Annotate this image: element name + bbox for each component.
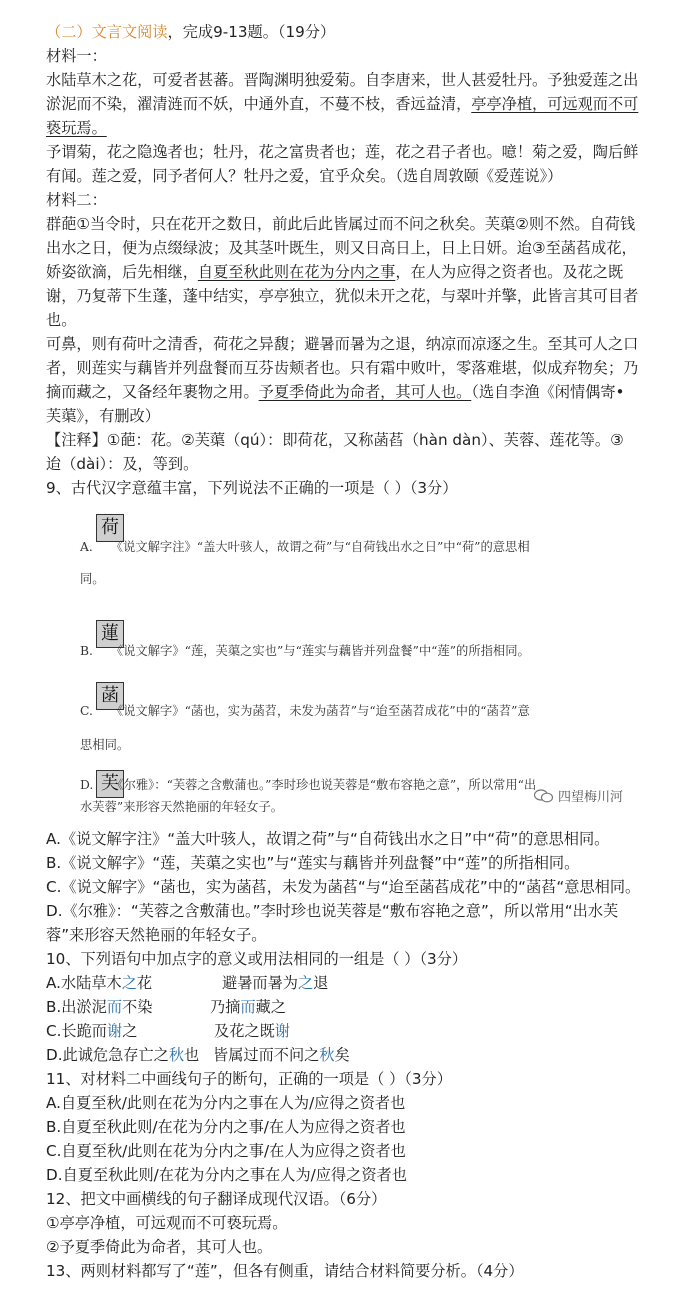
- dotted-character: 而: [240, 998, 256, 1016]
- text-run: 藏之: [255, 998, 286, 1016]
- material-2-line: 谢，乃复蒂下生蓬，蓬中结实，亭亭独立，犹似未开之花，与翠叶并擎，此皆言其可目者: [46, 287, 639, 305]
- question-9-stem: 9、古代汉字意蕴丰富，下列说法不正确的一项是（ ）（3分）: [46, 479, 458, 497]
- text-run: 娇姿欲滴，后先相继，: [46, 263, 198, 281]
- dotted-character: 谢: [274, 1022, 290, 1040]
- dotted-character: 谢: [107, 1022, 123, 1040]
- option-text: 《说文解字》“菡也，实为菡苕，未发为菡苕”与“迨至菡苕成花”中的“菡苕”意: [110, 704, 530, 718]
- watermark: [534, 789, 623, 807]
- wechat-icon: [534, 789, 554, 803]
- question-10-stem: 10、下列语句中加点字的意义或用法相同的一组是（ ）（3分）: [46, 950, 468, 968]
- question-11-option-b: B.自夏至秋此则/在花为分内之事/在人为应得之资者也: [46, 1118, 406, 1136]
- text-run: 皆属过而不问之: [213, 1046, 320, 1064]
- material-1-line: [46, 116, 107, 140]
- text-run: 矣: [334, 1046, 350, 1064]
- material-2-line: [46, 260, 623, 284]
- question-12-stem: 12、把文中画横线的句子翻译成现代汉语。（6分）: [46, 1190, 387, 1208]
- question-11-option-c: C.自夏至秋/此则在花为分内之事/在人为应得之资者也: [46, 1142, 406, 1160]
- text-run: 退: [313, 974, 329, 992]
- dotted-character: 之: [121, 974, 137, 992]
- text-run: B.出淤泥: [46, 998, 107, 1016]
- option-text: 《说文解字注》“盖大叶骇人，故谓之荷”与“自荷钱出水之日”中“荷”的意思相: [110, 540, 530, 554]
- dotted-character: 秋: [319, 1046, 335, 1064]
- question-11-stem: 11、对材料二中画线句子的断句，正确的一项是（ ）（3分）: [46, 1070, 452, 1088]
- material-2-line: 芙蕖》，有删改）: [46, 407, 160, 425]
- seal-glyph-text: 菡: [101, 685, 119, 706]
- image-option-c: [80, 700, 530, 722]
- question-10-option-b: [46, 995, 286, 1019]
- question-10-option-a: [46, 971, 329, 995]
- underlined-sentence: 亵玩焉。: [46, 119, 107, 137]
- question-12-sentence-1: ①亭亭净植，可远观而不可亵玩焉。: [46, 1214, 288, 1232]
- text-run: 避暑而暑为: [222, 974, 298, 992]
- option-letter: D.: [80, 778, 94, 792]
- section-heading: [46, 20, 335, 44]
- underlined-sentence: 予夏季倚此为命者，其可人也。: [258, 383, 472, 401]
- text-run: 乃摘: [210, 998, 241, 1016]
- question-9-option-b: B.《说文解字》“莲，芙蕖之实也”与“莲实与藕皆并列盘餐”中“莲”的所指相同。: [46, 854, 580, 872]
- question-9-option-d: D.《尔雅》：“芙蓉之含敷蒲也。”李时珍也说芙蓉是“敷布容艳之意”，所以常用“出水芙: [46, 902, 619, 920]
- question-10-option-d: [46, 1043, 350, 1067]
- option-letter: A.: [80, 540, 93, 554]
- option-right-part: [222, 971, 328, 995]
- underlined-sentence: 自夏至秋此则在花为分内之事: [197, 263, 396, 281]
- image-option-b: [80, 640, 530, 662]
- text-run: C.长跪而: [46, 1022, 107, 1040]
- question-12-sentence-2: ②予夏季倚此为命者，其可人也。: [46, 1238, 273, 1256]
- material-1-line: 予谓菊，花之隐逸者也；牡丹，花之富贵者也；莲，花之君子者也。噫！菊之爱，陶后鲜: [46, 143, 639, 161]
- material-1-line: [46, 92, 638, 116]
- question-9-option-a: A.《说文解字注》“盖大叶骇人，故谓之荷”与“自荷钱出水之日”中“荷”的意思相同。: [46, 830, 610, 848]
- text-run: D.此诚危急存亡之: [46, 1046, 169, 1064]
- seal-glyph-text: 蓮: [101, 623, 119, 644]
- material-2-line: [46, 380, 624, 404]
- image-option-d: [80, 774, 536, 796]
- option-letter: C.: [80, 704, 93, 718]
- dotted-character: 秋: [168, 1046, 185, 1064]
- option-right-part: [214, 1019, 290, 1043]
- section-instruction: ，完成9-13题。（19分）: [167, 23, 336, 41]
- text-run: 花: [136, 974, 153, 992]
- dotted-character: 之: [297, 974, 314, 992]
- underlined-sentence: 亭亭净植，可远观而不可: [471, 95, 639, 113]
- dotted-character: 而: [106, 998, 122, 1016]
- option-right-part: [213, 1043, 350, 1067]
- material-1-label: 材料一：: [46, 47, 107, 65]
- watermark-text: 四望梅川河: [558, 790, 624, 805]
- text-run: （选自李渔《闲情偶寄•: [471, 383, 625, 401]
- text-run: ，在人为应得之资者也。及花之既: [395, 263, 624, 281]
- notes-line: 【注释】①葩：花。②芙蕖（qú）：即荷花，又称菡萏（hàn dàn）、芙蓉、莲花等。③: [46, 431, 624, 449]
- question-9-option-d-cont: 蓉”来形容天然艳丽的年轻女子。: [46, 926, 267, 944]
- text-run: 不染: [122, 998, 153, 1016]
- image-option-c-cont: 思相同。: [80, 738, 130, 752]
- text-run: 也: [184, 1046, 200, 1064]
- material-2-line: 者，则莲实与藕皆并列盘餐而互芬齿颊者也。只有霜中败叶，零落难堪，似成弃物矣；乃: [46, 359, 639, 377]
- text-run: 之: [122, 1022, 138, 1040]
- text-run: A.水陆草木: [46, 974, 122, 992]
- material-2-line: 出水之日，便为点缀绿波；及其茎叶既生，则又日高日上，日上日妍。迨③至菡萏成花，: [46, 239, 637, 257]
- option-text: 《尔雅》：“芙蓉之含敷蒲也。”李时珍也说芙蓉是“敷布容艳之意”，所以常用“出: [111, 778, 537, 792]
- option-text: 《说文解字》“莲，芙蕖之实也”与“莲实与藕皆并列盘餐”中“莲”的所指相同。: [110, 644, 530, 658]
- question-11-option-a: A.自夏至秋/此则在花为分内之事在人为/应得之资者也: [46, 1094, 406, 1112]
- material-2-line: 可鼻，则有荷叶之清香，荷花之异馥；避暑而暑为之退，纳凉而凉逐之生。至其可人之口: [46, 335, 639, 353]
- notes-line: 迨（dài）：及，等到。: [46, 455, 199, 473]
- text-run: 淤泥而不染，濯清涟而不妖，中通外直，不蔓不枝，香远益清，: [46, 95, 472, 113]
- question-11-option-d: D.自夏至秋此则/在花为分内之事在人为/应得之资者也: [46, 1166, 407, 1184]
- question-10-option-c: [46, 1019, 290, 1043]
- option-letter: B.: [80, 644, 93, 658]
- material-1-line: 水陆草木之花，可爱者甚蕃。晋陶渊明独爱菊。自李唐来，世人甚爱牡丹。予独爱莲之出: [46, 71, 639, 89]
- option-right-part: [210, 995, 286, 1019]
- image-option-a: [80, 536, 530, 558]
- image-option-a-cont: 同。: [80, 572, 105, 586]
- section-title: （二）文言文阅读: [46, 23, 168, 41]
- question-9-option-c: C.《说文解字》“菡也，实为菡萏，未发为菡萏“与“迨至菡萏成花”中的“菡萏“意思相同。: [46, 878, 641, 896]
- material-1-line: 有闻。莲之爱，同予者何人？牡丹之爱，宜乎众矣。（选自周敦颐《爱莲说》）: [46, 167, 563, 185]
- image-option-d-cont: 水芙蓉”来形容天然艳丽的年轻女子。: [80, 800, 284, 814]
- question-13-stem: 13、两则材料都写了“莲”，但各有侧重，请结合材料简要分析。（4分）: [46, 1262, 524, 1280]
- text-run: 及花之既: [214, 1022, 275, 1040]
- material-2-line: 也。: [46, 311, 77, 329]
- seal-glyph-text: 芙: [101, 773, 119, 794]
- seal-glyph-text: 荷: [101, 517, 119, 538]
- text-run: 摘而藏之，又备经年裹物之用。: [46, 383, 259, 401]
- material-2-label: 材料二：: [46, 191, 107, 209]
- material-2-line: 群葩①当令时，只在花开之数日，前此后此皆属过而不问之秋矣。芙蕖②则不然。自荷钱: [46, 215, 636, 233]
